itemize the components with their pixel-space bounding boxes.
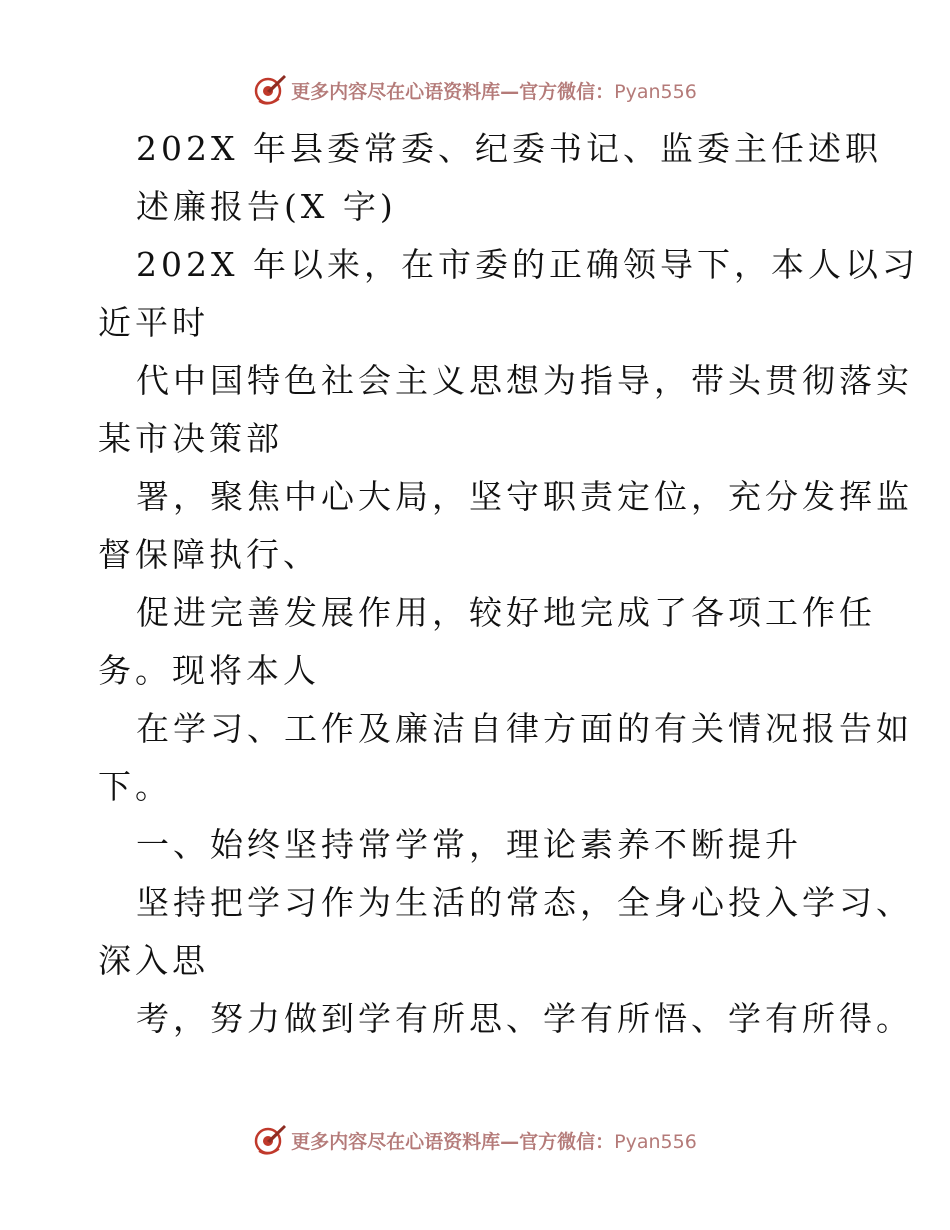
doc-line: 深入思 xyxy=(98,941,209,980)
doc-line: 代中国特色社会主义思想为指导，带头贯彻落实 xyxy=(136,361,913,400)
doc-line: 署，聚焦中心大局，坚守职责定位，充分发挥监 xyxy=(136,477,913,516)
header-banner xyxy=(0,70,950,110)
section-heading: 一、始终坚持常学常，理论素养不断提升 xyxy=(136,825,802,864)
banner-title: 更多内容尽在心语资料库—官方微信： xyxy=(291,80,615,103)
doc-line: 督保障执行、 xyxy=(98,535,320,574)
banner-text xyxy=(291,77,697,104)
doc-line: 某市决策部 xyxy=(98,419,283,458)
doc-line: 坚持把学习作为生活的常态，全身心投入学习、 xyxy=(136,883,913,922)
banner-wechat-id: Pyan556 xyxy=(614,80,697,103)
doc-line: 务。现将本人 xyxy=(98,651,320,690)
doc-title-line-1: 202X 年县委常委、纪委书记、监委主任述职 xyxy=(136,129,882,168)
doc-line: 近平时 xyxy=(98,303,209,342)
doc-line: 下。 xyxy=(98,767,172,806)
banner-text xyxy=(291,1127,697,1154)
pen-logo-icon xyxy=(253,73,287,107)
doc-line: 在学习、工作及廉洁自律方面的有关情况报告如 xyxy=(136,709,913,748)
doc-line: 促进完善发展作用，较好地完成了各项工作任 xyxy=(136,593,876,632)
doc-line: 考，努力做到学有所思、学有所悟、学有所得。 xyxy=(136,999,913,1038)
doc-title-line-2: 述廉报告(X 字) xyxy=(136,187,397,226)
banner-wechat-id: Pyan556 xyxy=(614,1130,697,1153)
pen-logo-icon xyxy=(253,1123,287,1157)
banner-title: 更多内容尽在心语资料库—官方微信： xyxy=(291,1130,615,1153)
doc-line: 202X 年以来，在市委的正确领导下，本人以习 xyxy=(136,245,919,284)
footer-banner xyxy=(0,1120,950,1160)
